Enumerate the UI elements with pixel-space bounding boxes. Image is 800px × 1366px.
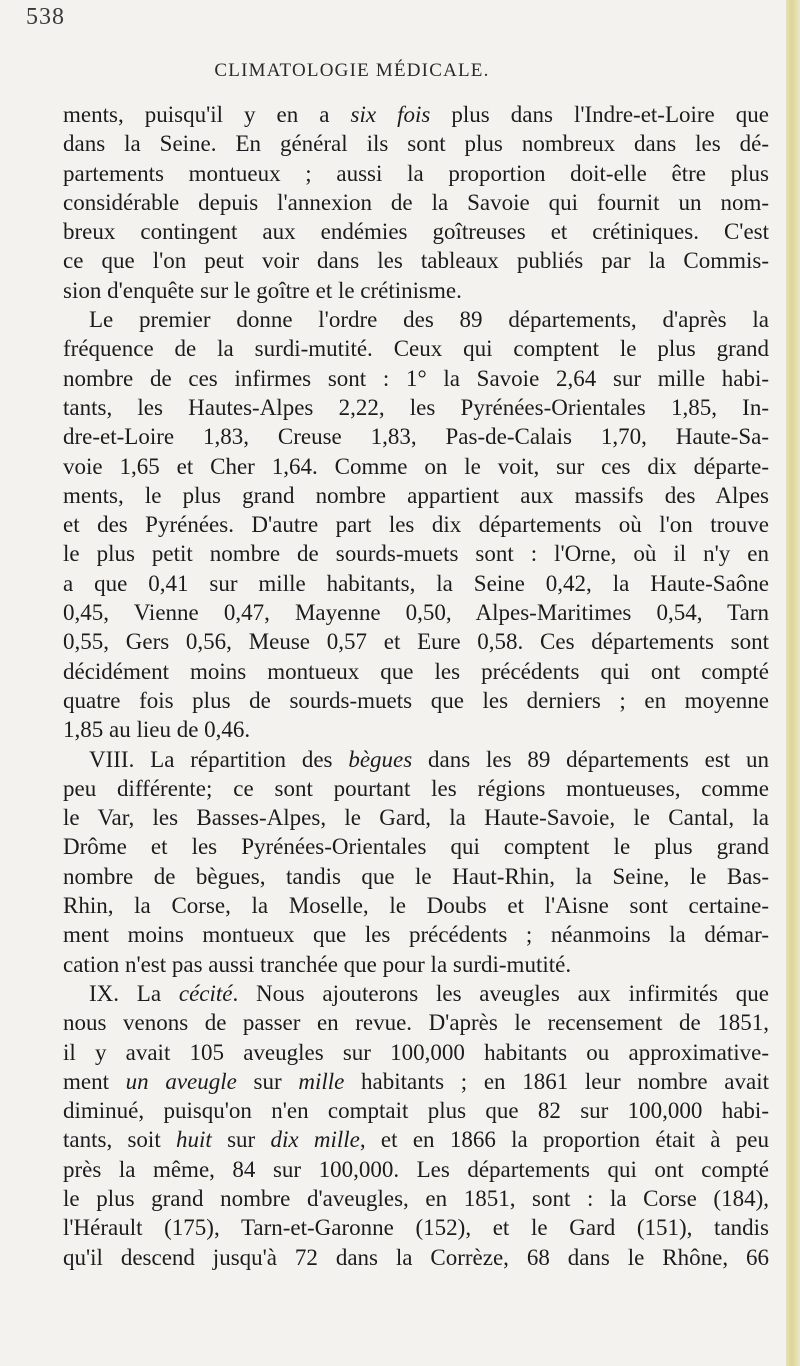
- text-line: IX. La cécité. Nous ajouterons les aveugles aux infirmités que: [89, 980, 769, 1006]
- text-line: breux contingent aux endémies goîtreuses et crétiniques. C'est: [63, 219, 769, 245]
- text-line: ments, le plus grand nombre appartient aux massifs des Alpes: [63, 482, 769, 508]
- text-line: dans la Seine. En général ils sont plus nombreux dans les dé-: [63, 131, 769, 157]
- text-line: le plus petit nombre de sourds-muets sont : l'Orne, où il n'y en: [63, 541, 769, 567]
- text-line: quatre fois plus de sourds-muets que les derniers ; en moyenne: [63, 687, 769, 713]
- text-line: et des Pyrénées. D'autre part les dix départements où l'on trouve: [63, 512, 769, 538]
- text-line: nous venons de passer en revue. D'après le recensement de 1851,: [63, 1010, 769, 1036]
- text-line: ce que l'on peut voir dans les tableaux publiés par la Commis-: [63, 248, 769, 274]
- text-line: il y avait 105 aveugles sur 100,000 habitants ou approximative-: [63, 1039, 769, 1065]
- text-line: qu'il descend jusqu'à 72 dans la Corrèze, 68 dans le Rhône, 66: [63, 1244, 769, 1270]
- text-line: Drôme et les Pyrénées-Orientales qui comptent le plus grand: [63, 834, 769, 860]
- text-line: tants, soit huit sur dix mille, et en 1866 la proportion était à peu: [63, 1127, 769, 1153]
- text-line: Le premier donne l'ordre des 89 départements, d'après la: [89, 307, 769, 333]
- text-line: l'Hérault (175), Tarn-et-Garonne (152), et le Gard (151), tandis: [63, 1215, 769, 1241]
- text-line: ment moins montueux que les précédents ; néanmoins la démar-: [63, 922, 769, 948]
- text-line: tants, les Hautes-Alpes 2,22, les Pyrénées-Orientales 1,85, In-: [63, 394, 769, 420]
- text-line: nombre de ces infirmes sont : 1° la Savoie 2,64 sur mille habi-: [63, 365, 769, 391]
- running-title: CLIMATOLOGIE MÉDICALE.: [214, 60, 490, 81]
- text-line: peu différente; ce sont pourtant les régions montueuses, comme: [63, 775, 769, 801]
- text-line: 0,45, Vienne 0,47, Mayenne 0,50, Alpes-Maritimes 0,54, Tarn: [63, 600, 769, 626]
- text-line: le plus grand nombre d'aveugles, en 1851, sont : la Corse (184),: [63, 1185, 769, 1211]
- text-line: voie 1,65 et Cher 1,64. Comme on le voit, sur ces dix départe-: [63, 453, 769, 479]
- text-line: diminué, puisqu'on n'en comptait plus que 82 sur 100,000 habi-: [63, 1098, 769, 1124]
- text-line: 1,85 au lieu de 0,46.: [63, 717, 251, 743]
- text-line: sion d'enquête sur le goître et le crétinisme.: [63, 277, 462, 303]
- page-header: [0, 0, 786, 96]
- text-line: ments, puisqu'il y en a six fois plus dans l'Indre-et-Loire que: [63, 102, 770, 127]
- text-line: considérable depuis l'annexion de la Savoie qui fournit un nom-: [63, 189, 769, 215]
- text-line: partements montueux ; aussi la proportion doit-elle être plus: [63, 160, 769, 186]
- text-line: ment un aveugle sur mille habitants ; en 1861 leur nombre avait: [63, 1068, 769, 1094]
- text-line: décidément moins montueux que les précédents qui ont compté: [63, 658, 769, 684]
- text-line: nombre de bègues, tandis que le Haut-Rhin, la Seine, le Bas-: [63, 863, 769, 889]
- text-line: le Var, les Basses-Alpes, le Gard, la Haute-Savoie, le Cantal, la: [63, 805, 769, 831]
- text-line: 0,55, Gers 0,56, Meuse 0,57 et Eure 0,58. Ces départements sont: [63, 629, 769, 655]
- text-line: Rhin, la Corse, la Moselle, le Doubs et l'Aisne sont certaine-: [63, 893, 769, 919]
- text-line: a que 0,41 sur mille habitants, la Seine 0,42, la Haute-Saône: [63, 570, 769, 596]
- page-number: 538: [26, 4, 65, 30]
- text-line: fréquence de la surdi-mutité. Ceux qui comptent le plus grand: [63, 336, 769, 362]
- text-line: cation n'est pas aussi tranchée que pour la surdi-mutité.: [63, 951, 572, 977]
- body-text: [63, 100, 769, 1272]
- text-line: dre-et-Loire 1,83, Creuse 1,83, Pas-de-Calais 1,70, Haute-Sa-: [63, 424, 769, 450]
- page-edge: [786, 0, 800, 1366]
- text-line: VIII. La répartition des bègues dans les 89 départements est un: [89, 746, 769, 772]
- text-line: près la même, 84 sur 100,000. Les départements qui ont compté: [63, 1156, 769, 1182]
